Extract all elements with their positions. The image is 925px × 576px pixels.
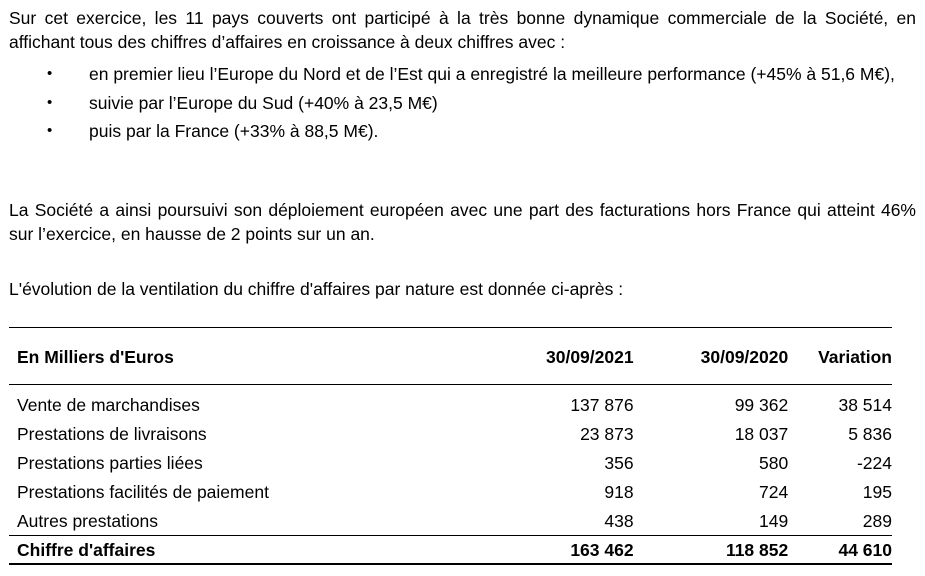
table-header-row (9, 328, 892, 385)
row-value-2020: 18 037 (734, 423, 789, 444)
row-value-2021: 23 873 (580, 423, 634, 444)
row-value-2021: 438 (604, 510, 634, 531)
row-label: Prestations facilités de paiement (17, 481, 269, 502)
table-body (9, 385, 892, 535)
intro-paragraph: Sur cet exercice, les 11 pays couverts ont participé à la très bonne dynamique commerciale de la Société, en affichant tous des chiffres d’affaires en croissance à deux chiffres avec : (9, 8, 916, 52)
header-2021: 30/09/2021 (546, 347, 634, 367)
row-value-2021: 137 876 (570, 394, 634, 415)
row-variation: 38 514 (838, 394, 892, 415)
total-value-2021: 163 462 (570, 539, 634, 560)
table-row (9, 477, 892, 506)
row-label: Prestations parties liées (17, 452, 203, 473)
region-performance-list (9, 62, 916, 147)
table-row (9, 506, 892, 535)
list-item (9, 62, 916, 86)
row-value-2020: 149 (759, 510, 789, 531)
row-value-2020: 724 (759, 481, 789, 502)
bullet-icon: • (47, 122, 53, 139)
row-value-2021: 918 (604, 481, 634, 502)
list-item (9, 119, 916, 143)
list-item-text: puis par la France (+33% à 88,5 M€). (89, 121, 379, 141)
list-item (9, 91, 916, 115)
table-total-row (9, 535, 892, 565)
row-label: Prestations de livraisons (17, 423, 207, 444)
row-variation: -224 (856, 452, 892, 473)
row-value-2020: 580 (759, 452, 789, 473)
list-item-text: suivie par l’Europe du Sud (+40% à 23,5 M€) (89, 93, 438, 113)
row-value-2020: 99 362 (734, 394, 789, 415)
revenue-breakdown-table (9, 327, 892, 565)
evolution-paragraph: L'évolution de la ventilation du chiffre d'affaires par nature est donnée ci-après : (9, 279, 624, 299)
row-value-2021: 356 (604, 452, 634, 473)
total-value-2020: 118 852 (725, 539, 789, 560)
total-variation: 44 610 (838, 539, 892, 560)
header-2020: 30/09/2020 (700, 347, 789, 367)
header-label: En Milliers d'Euros (17, 347, 174, 367)
table-row (9, 419, 892, 448)
list-item-text: en premier lieu l’Europe du Nord et de l’Est qui a enregistré la meilleure performance (+45% à 51,6 M€), (89, 64, 895, 84)
row-variation: 195 (862, 481, 892, 502)
header-variation: Variation (818, 347, 892, 367)
table-row (9, 448, 892, 477)
row-label: Autres prestations (17, 510, 159, 531)
row-variation: 5 836 (848, 423, 892, 444)
row-label: Vente de marchandises (17, 394, 200, 415)
row-variation: 289 (862, 510, 892, 531)
total-label: Chiffre d'affaires (17, 539, 156, 560)
bullet-icon: • (47, 65, 53, 82)
deployment-paragraph: La Société a ainsi poursuivi son déploiement européen avec une part des facturations hors France qui atteint 46% sur l’exercice, en hausse de 2 points sur un an. (9, 200, 916, 244)
bullet-icon: • (47, 94, 53, 111)
table-row (9, 390, 892, 419)
